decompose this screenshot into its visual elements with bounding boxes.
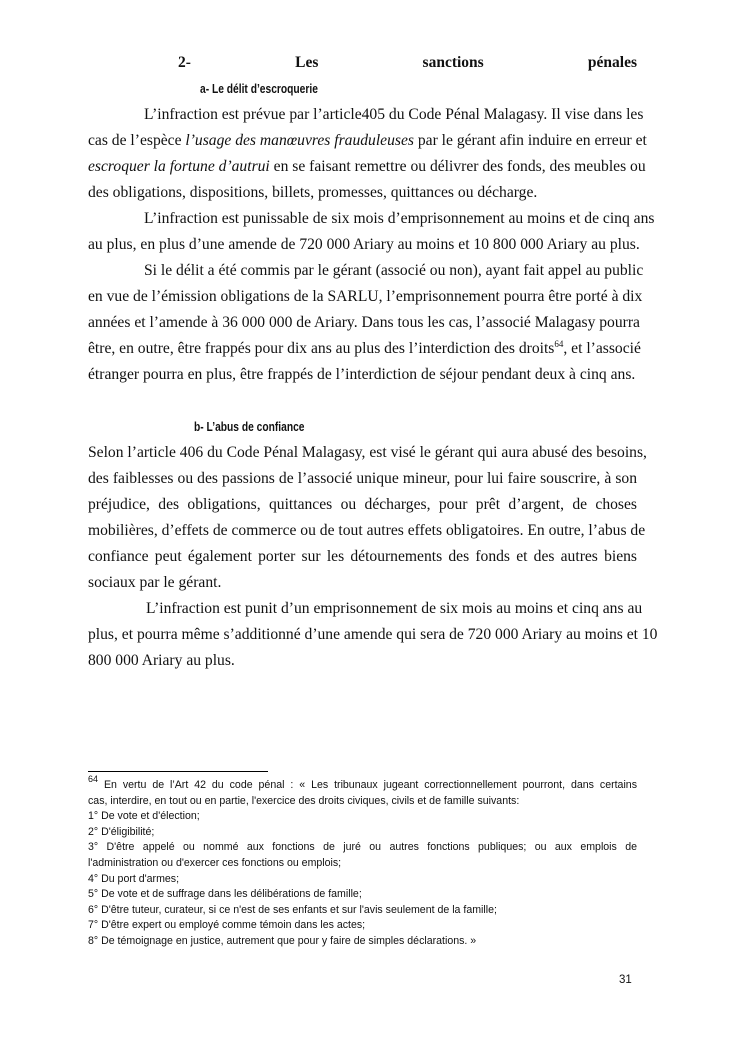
paragraph [88, 809, 637, 825]
text-line: 2° D'éligibilité; [88, 825, 155, 838]
text-line: 1° De vote et d'élection; [88, 810, 200, 823]
text-line [88, 128, 647, 154]
paragraph [88, 206, 655, 258]
text-line: mobilières, d’effets de commerce ou de tout autres effets obligatoires. En outre, l’abus de [88, 522, 646, 539]
paragraph [88, 825, 637, 841]
text-line: 800 000 Ariary au plus. [88, 652, 235, 669]
text-line: au plus, en plus d’une amende de 720 000 Ariary au moins et 10 800 000 Ariary au plus. [88, 236, 640, 253]
text-line: étranger pourra en plus, être frappés de l’interdiction de séjour pendant deux à cinq ans. [88, 366, 636, 383]
subheading-abus-de-confiance: b- L’abus de confiance [194, 420, 305, 434]
paragraph [88, 872, 637, 888]
paragraph [88, 934, 637, 950]
italic-text: l’usage des manœuvres frauduleuses [185, 132, 414, 149]
paragraph [88, 887, 637, 903]
text-line: 5° De vote et de suffrage dans les délibérations de famille; [88, 888, 362, 901]
text-line: confiance peut également porter sur les détournements des fonds et des autres biens [88, 548, 637, 565]
text-segment: , et l’associé [563, 340, 641, 357]
text-line: L’infraction est punissable de six mois d’emprisonnement au moins et de cinq ans [144, 210, 655, 227]
italic-text: escroquer la fortune d’autrui [88, 158, 270, 175]
paragraph [88, 258, 644, 388]
footnotes [88, 774, 637, 950]
text-line: en vue de l’émission obligations de la SARLU, l’emprisonnement pourra être porté à dix [88, 288, 643, 305]
text-line: L’infraction est punit d’un emprisonnement de six mois au moins et cinq ans au [146, 600, 643, 617]
section-escroquerie [88, 102, 655, 388]
paragraph [88, 840, 637, 871]
paragraph [88, 903, 637, 919]
text-segment: En vertu de l’Art 42 du code pénal : « Les tribunaux jugeant correctionnellement pourront, dans certains [98, 779, 637, 791]
text-line: des faiblesses ou des passions de l’associé unique mineur, pour lui faire souscrire, à son [88, 470, 637, 487]
text-line: L’infraction est prévue par l’article405 du Code Pénal Malagasy. Il vise dans les [144, 106, 644, 123]
text-line [88, 774, 637, 794]
page-number: 31 [619, 974, 632, 986]
text-line: sociaux par le gérant. [88, 574, 222, 591]
paragraph [88, 774, 637, 809]
text-segment: par le gérant afin induire en erreur et [413, 132, 647, 149]
text-line [88, 154, 646, 180]
paragraph [88, 440, 647, 596]
paragraph [88, 596, 658, 674]
spacer [88, 388, 637, 414]
section-abus-de-confiance [88, 440, 658, 674]
text-line: Si le délit a été commis par le gérant (associé ou non), ayant fait appel au public [144, 262, 644, 279]
subheading-a-row [88, 76, 637, 102]
text-segment: être, en outre, être frappés pour dix ans au plus des l’interdiction des droits [88, 340, 555, 357]
text-line: 7° D'être expert ou employé comme témoin dans les actes; [88, 919, 366, 932]
text-line: des obligations, dispositions, billets, promesses, quittances ou décharge. [88, 184, 538, 201]
text-line: 6° D'être tuteur, curateur, si ce n'est de ses enfants et sur l'avis seulement de la famille; [88, 903, 497, 916]
footnote-ref: 64 [88, 774, 99, 784]
text-line [88, 336, 641, 362]
document-page [88, 50, 658, 674]
text-line: 4° Du port d'armes; [88, 872, 180, 885]
subheading-escroquerie: a- Le délit d’escroquerie [200, 82, 318, 96]
text-line: préjudice, des obligations, quittances ou décharges, pour prêt d’argent, de choses [88, 496, 637, 513]
footnote-ref: 64 [554, 339, 564, 349]
footnote-separator [88, 771, 268, 772]
text-line: 8° De témoignage en justice, autrement que pour y faire de simples déclarations. » [88, 934, 477, 947]
text-line: l'administration ou d'exercer ces fonctions ou emplois; [88, 856, 342, 869]
text-line: 3° D'être appelé ou nommé aux fonctions de juré ou autres fonctions publiques; ou aux emplois de [88, 841, 637, 854]
section-heading: 2- Les sanctions pénales [178, 54, 637, 71]
text-segment: en se faisant remettre ou délivrer des fonds, des meubles ou [269, 158, 646, 175]
text-line: plus, et pourra même s’additionné d’une amende qui sera de 720 000 Ariary au moins et 10 [88, 626, 658, 643]
subheading-b-row [88, 414, 637, 440]
text-segment: cas de l’espèce [88, 132, 186, 149]
paragraph [88, 918, 637, 934]
paragraph [88, 102, 647, 206]
text-line: cas, interdire, en tout ou en partie, l'exercice des droits civiques, civils et de famille suivants: [88, 794, 520, 807]
text-line: Selon l’article 406 du Code Pénal Malagasy, est visé le gérant qui aura abusé des besoins, [88, 444, 647, 461]
text-line: années et l’amende à 36 000 000 de Ariary. Dans tous les cas, l’associé Malagasy pourra [88, 314, 640, 331]
